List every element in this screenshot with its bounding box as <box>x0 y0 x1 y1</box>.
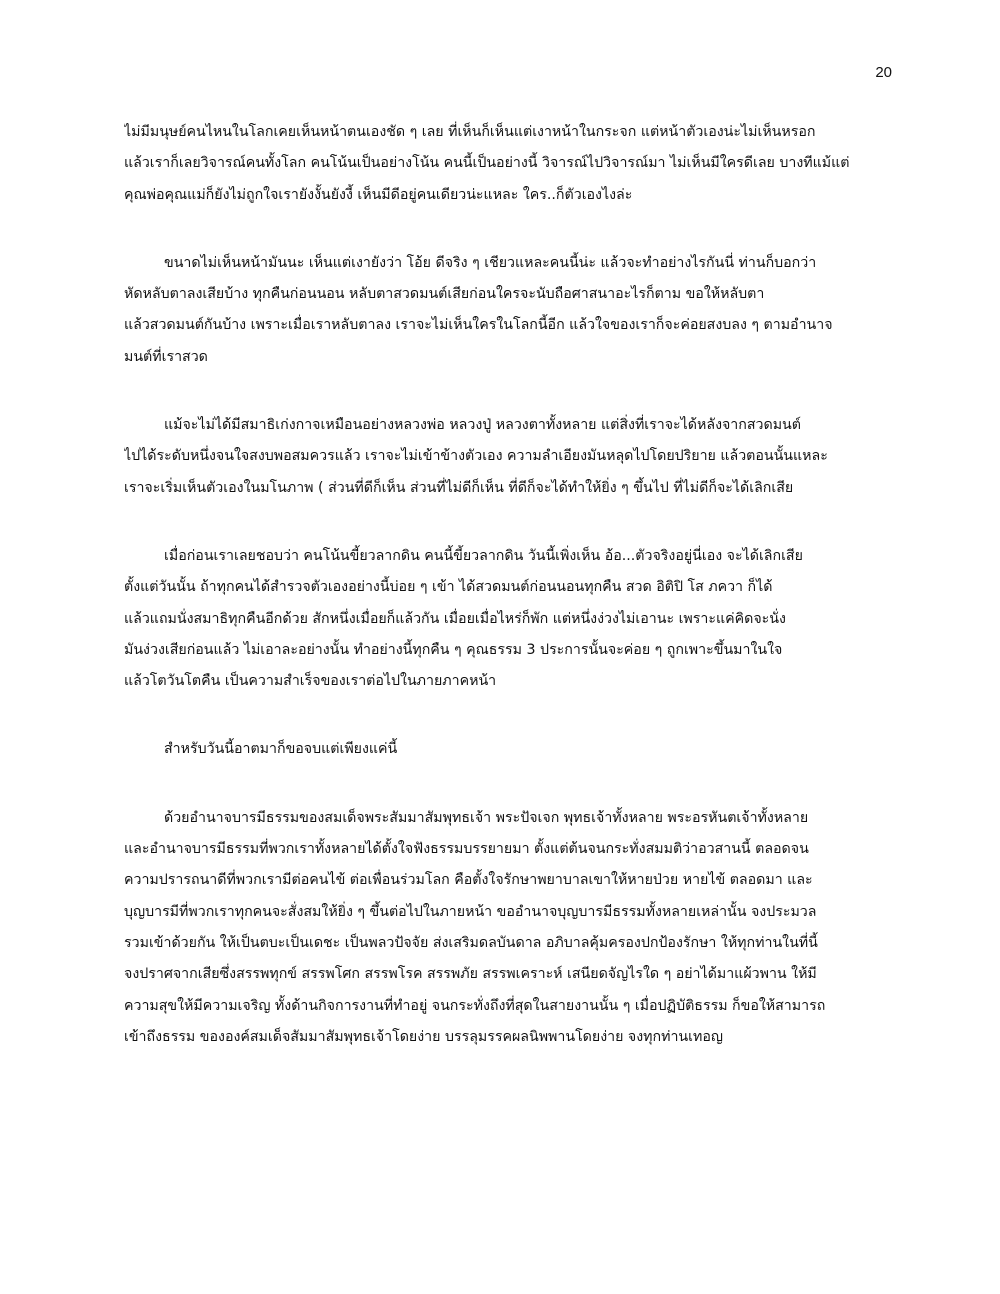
text-line: เราจะเริ่มเห็นตัวเองในมโนภาพ ( ส่วนที่ดีก็เห็น ส่วนที่ไม่ดีก็เห็น ที่ดีก็จะได้ทำให้ยิ่ง ๆ ขึ้นไป ที่ไม่ดีก็จะได้เลิกเสีย <box>124 479 794 496</box>
text-line: แล้วเราก็เลยวิจารณ์คนทั้งโลก คนโน้นเป็นอย่างโน้น คนนี้เป็นอย่างนี้ วิจารณ์ไปวิจารณ์มา ไม่เห็นมีใครดีเลย บางทีแม้แต่ <box>124 155 850 172</box>
text-line: จงปราศจากเสียซึ่งสรรพทุกข์ สรรพโศก สรรพโรค สรรพภัย สรรพเคราะห์ เสนียดจัญไรใด ๆ อย่าได้มาแผ้วพาน ให้มี <box>124 966 817 983</box>
text-line: หัดหลับตาลงเสียบ้าง ทุกคืนก่อนนอน หลับตาสวดมนต์เสียก่อนใครจะนับถือศาสนาอะไรก็ตาม ขอให้หลับตา <box>124 286 765 303</box>
paragraph-5 <box>124 734 894 765</box>
text-line: รวมเข้าด้วยกัน ให้เป็นตบะเป็นเดชะ เป็นพลวปัจจัย ส่งเสริมดลบันดาล อภิบาลคุ้มครองปกป้องรักษา ให้ทุกท่านในที่นี้ <box>124 934 818 951</box>
text-line: แม้จะไม่ได้มีสมาธิเก่งกาจเหมือนอย่างหลวงพ่อ หลวงปู่ หลวงตาทั้งหลาย แต่สิ่งที่เราจะได้หลังจากสวดมนต์ <box>164 417 801 434</box>
paragraph-1 <box>124 117 894 211</box>
paragraph-6 <box>124 803 894 1053</box>
text-line: แล้วโตวันโตคืน เป็นความสำเร็จของเราต่อไปในภายภาคหน้า <box>124 673 497 690</box>
text-line: เมื่อก่อนเราเลยชอบว่า คนโน้นขี้ยวลากดิน คนนี้ขี้ยวลากดิน วันนี้เพิ่งเห็น อ้อ...ตัวจริงอยู่นี่เอง จะได้เลิกเสีย <box>164 547 803 564</box>
text-line: ความสุขให้มีความเจริญ ทั้งด้านกิจการงานที่ทำอยู่ จนกระทั่งถึงที่สุดในสายงานนั้น ๆ เมื่อปฏิบัติธรรม ก็ขอให้สามารถ <box>124 997 826 1014</box>
document-body <box>124 117 894 1090</box>
text-line: แล้วแถมนั่งสมาธิทุกคืนอีกด้วย สักหนึ่งเมื่อยก็แล้วกัน เมื่อยเมื่อไหร่ก็พัก แต่หนึ่งง่วงไม่เอานะ เพราะแค่คิดจะนั่ง <box>124 610 786 627</box>
paragraph-2 <box>124 248 894 373</box>
text-line: ความปรารถนาดีที่พวกเรามีต่อคนไข้ ต่อเพื่อนร่วมโลก คือตั้งใจรักษาพยาบาลเขาให้หายป่วย หายไข้ ตลอดมา และ <box>124 872 813 889</box>
text-line: ไปได้ระดับหนึ่งจนใจสงบพอสมควรแล้ว เราจะไม่เข้าข้างตัวเอง ความลำเอียงมันหลุดไปโดยปริยาย แล้วตอนนั้นแหละ <box>124 448 828 465</box>
text-line: มนต์ที่เราสวด <box>124 348 208 365</box>
text-line: ด้วยอำนาจบารมีธรรมของสมเด็จพระสัมมาสัมพุทธเจ้า พระปัจเจก พุทธเจ้าทั้งหลาย พระอรหันตเจ้าทั้งหลาย <box>164 809 809 826</box>
text-line: ขนาดไม่เห็นหน้ามันนะ เห็นแต่เงายังว่า โอ้ย ดีจริง ๆ เชียวแหละคนนี้น่ะ แล้วจะทำอย่างไรกันนี่ ท่านก็บอกว่า <box>164 254 817 271</box>
text-line: มันง่วงเสียก่อนแล้ว ไม่เอาละอย่างนั้น ทำอย่างนี้ทุกคืน ๆ คุณธรรม 3 ประการนั้นจะค่อย ๆ ถูกเพาะขึ้นมาในใจ <box>124 641 783 658</box>
text-line: สำหรับวันนี้อาตมาก็ขอจบแต่เพียงแค่นี้ <box>164 741 398 758</box>
paragraph-4 <box>124 541 894 697</box>
text-line: เข้าถึงธรรม ขององค์สมเด็จสัมมาสัมพุทธเจ้าโดยง่าย บรรลุมรรคผลนิพพานโดยง่าย จงทุกท่านเทอญ <box>124 1028 723 1045</box>
page-number: 20 <box>875 64 892 81</box>
text-line: ไม่มีมนุษย์คนไหนในโลกเคยเห็นหน้าตนเองชัด ๆ เลย ที่เห็นก็เห็นแต่เงาหน้าในกระจก แต่หน้าตัวเองน่ะไม่เห็นหรอก <box>124 124 816 140</box>
paragraph-3 <box>124 410 894 504</box>
text-line: แล้วสวดมนต์กันบ้าง เพราะเมื่อเราหลับตาลง เราจะไม่เห็นใครในโลกนี้อีก แล้วใจของเราก็จะค่อยสงบลง ๆ ตามอำนาจ <box>124 317 833 334</box>
text-line: ตั้งแต่วันนั้น ถ้าทุกคนได้สำรวจตัวเองอย่างนี้บ่อย ๆ เข้า ได้สวดมนต์ก่อนนอนทุกคืน สวด อิติปิ โส ภควา ก็ได้ <box>124 579 773 596</box>
text-line: บุญบารมีที่พวกเราทุกคนจะสั่งสมให้ยิ่ง ๆ ขึ้นต่อไปในภายหน้า ขออำนาจบุญบารมีธรรมทั้งหลายเหล่านั้น จงประมวล <box>124 903 817 920</box>
text-line: คุณพ่อคุณแม่ก็ยังไม่ถูกใจเรายังงั้นยังงี้ เห็นมีดีอยู่คนเดียวน่ะแหละ ใคร..ก็ตัวเองไงล่ะ <box>124 186 633 203</box>
text-line: และอำนาจบารมีธรรมที่พวกเราทั้งหลายได้ตั้งใจฟังธรรมบรรยายมา ตั้งแต่ต้นจนกระทั่งสมมติว่าอวสานนี้ ตลอดจน <box>124 841 809 858</box>
